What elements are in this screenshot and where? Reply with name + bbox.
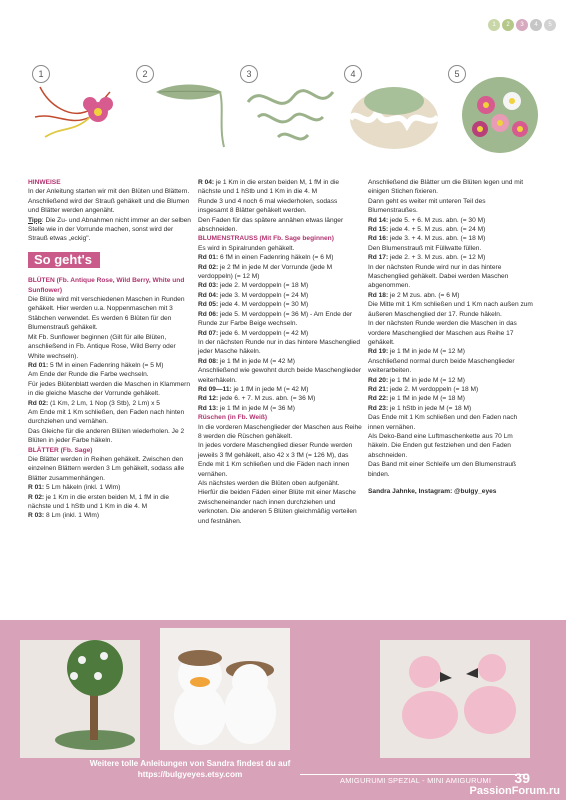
step-photos <box>30 57 550 167</box>
row-text: (1 Km, 2 Lm, 1 Nop (3 Stb), 2 Lm) x 5 <box>48 399 160 407</box>
row-text: je 2 fM in jede M der Vorrunde (jede M verdoppeln) (= 12 M) <box>198 263 333 281</box>
paragraph: Runde 3 und 4 noch 6 mal wiederholen, sodass insgesamt 8 Blätter gehäkelt werden. <box>198 197 338 215</box>
instruction-row <box>368 394 534 403</box>
row-label: Rd 06: <box>198 310 219 318</box>
instruction-row <box>198 253 364 262</box>
instruction-row <box>28 511 194 520</box>
instruction-row <box>368 376 534 385</box>
row-label: Rd 23: <box>368 404 389 412</box>
step-number: 3 <box>240 65 258 83</box>
step-photo-3 <box>238 57 342 167</box>
row-label: Rd 12: <box>198 395 219 403</box>
row-text: jede 4. M verdoppeln (= 30 M) <box>218 301 309 309</box>
row-label: Rd 18: <box>368 291 389 299</box>
step-number: 1 <box>32 65 50 83</box>
instruction-row <box>368 404 534 413</box>
paragraph: In der nächsten Runde nur in das hintere Maschenglied jeder Masche häkeln. <box>198 338 361 356</box>
row-text: je 1 hStb in jede M (= 18 M) <box>388 404 472 412</box>
paragraph: In der nächsten Runde wird nur in das hintere Maschenglied gehäkelt. Dabei werden Maschen abgenommen. <box>368 263 509 290</box>
row-text: 5 Lm häkeln (inkl. 1 Wlm) <box>44 484 121 492</box>
row-text: 5 fM in einen Fadenring häkeln (= 5 M) <box>48 361 164 369</box>
row-label: Rd 17: <box>368 254 389 262</box>
paragraph: Als nächstes werden die Blüten oben aufgenäht. <box>198 480 340 487</box>
instruction-row <box>198 291 364 300</box>
row-text: jede 2. M verdoppeln (= 18 M) <box>388 385 479 393</box>
step-photo-5 <box>446 57 550 167</box>
page-dot: 1 <box>488 19 500 31</box>
step-number: 4 <box>344 65 362 83</box>
instruction-row <box>368 225 534 234</box>
instruction-row <box>28 493 194 512</box>
page-indicator <box>488 19 556 31</box>
instruction-row <box>368 385 534 394</box>
footer-divider <box>300 774 526 775</box>
paragraph: Als Deko-Band eine Luftmaschenkette aus 70 Lm häkeln. Die Enden gut festziehen und den Faden abschneiden. <box>368 432 513 459</box>
tip-label: Tipp <box>28 216 42 224</box>
paragraph: Anschließend wie gewohnt durch beide Maschenglieder weiterhäkeln. <box>198 367 362 384</box>
bottom-banner <box>0 620 566 800</box>
paragraph: Den Blumenstrauß mit Füllwatte füllen. <box>368 244 482 252</box>
tip-paragraph <box>28 216 194 244</box>
instruction-row <box>198 263 364 282</box>
paragraph: Für jedes Blütenblatt werden die Maschen in Klammern in die gleiche Masche der Vorrunde gehäkelt. <box>28 380 190 398</box>
watermark: PassionForum.ru <box>469 785 560 797</box>
row-text: jede 3. + 4. M zus. abn. (= 18 M) <box>388 235 486 243</box>
row-label: Rd 01: <box>198 254 219 262</box>
instruction-row <box>28 483 194 492</box>
row-text: jede 3. M verdoppeln (= 24 M) <box>218 291 309 299</box>
row-text: jede 5. M verdoppeln (= 36 M) - Am Ende der Runde zur Farbe Beige wechseln. <box>198 310 353 328</box>
instruction-row <box>198 300 364 309</box>
section-banner: So geht's <box>28 252 100 268</box>
row-label: Rd 13: <box>198 404 219 412</box>
section-heading: HINWEISE <box>28 179 61 186</box>
paragraph: Anschließend die Blätter um die Blüten legen und mit einigen Stichen fixieren. <box>368 179 524 196</box>
section-heading: BLUMENSTRAUSS (Mit Fb. Sage beginnen) <box>198 235 334 243</box>
paragraph: Die Blätter werden in Reihen gehäkelt. Zwischen den einzelnen Blättern werden 3 Lm gehäkelt, sodass alle Blätter zusammenhängen. <box>28 455 185 482</box>
instruction-row <box>198 357 364 366</box>
paragraph: In jedes vordere Maschenglied dieser Runde werden jeweils 3 fM gehäkelt, also 42 x 3 fM (= 126 M), das Ende mit 1 Km schließen und die Fäden nach innen vernähen. <box>198 442 353 478</box>
row-label: R 02: <box>28 493 45 501</box>
page-dot: 2 <box>502 19 514 31</box>
paragraph: Am Ende mit 1 Km schließen, den Faden nach hinten durchziehen und vernähen. <box>28 408 185 426</box>
row-label: Rd 19: <box>368 348 389 356</box>
instruction-row <box>198 404 364 413</box>
instruction-row <box>198 310 364 329</box>
instruction-row <box>198 329 364 338</box>
paragraph: Das Gleiche für die anderen Blüten wiederholen. Je 2 Blüten in jeder Farbe häkeln. <box>28 427 185 445</box>
paragraph: Die Mitte mit 1 Km schließen und 1 Km nach außen zum äußeren Maschenglied der 17. Runde häkeln. <box>368 301 533 318</box>
instruction-row <box>368 347 534 356</box>
row-text: 6 fM in einen Fadenring häkeln (= 6 M) <box>218 254 334 262</box>
paragraph: Mit Fb. Sunflower beginnen (Gilt für alle Blüten, anschließend in Fb. Antique Rose, Wild Berry oder White wechseln). <box>28 333 176 360</box>
instruction-row <box>368 234 534 243</box>
row-text: je 1 Km in die ersten beiden M, 1 fM in die nächste und 1 hStb und 1 Km in die 4. M <box>28 493 170 510</box>
paragraph: Das Band mit einer Schleife um den Blumenstrauß binden. <box>368 461 517 478</box>
instruction-row <box>198 178 364 197</box>
paragraph: In der Anleitung starten wir mit den Blüten und Blättern. Anschließend wird der Strauß gehäkelt und die Blumen und Blätter werden angenäht. <box>28 188 190 215</box>
paragraph: Anschließend normal durch beide Maschenglieder weiterarbeiten. <box>368 357 515 375</box>
row-label: Rd 16: <box>368 235 389 243</box>
instruction-row <box>198 385 364 394</box>
row-label: Rd 04: <box>198 291 219 299</box>
row-label: Rd 02: <box>28 399 49 407</box>
row-label: R 04: <box>198 179 215 186</box>
row-text: 8 Lm (inkl. 1 Wlm) <box>44 512 100 520</box>
section-heading: BLÜTEN (Fb. Antique Rose, Wild Berry, White und Sunflower) <box>28 277 185 294</box>
paragraph: Am Ende der Runde die Farbe wechseln. <box>28 371 149 379</box>
step-photo-2 <box>134 57 238 167</box>
step-photo-1 <box>30 57 134 167</box>
paragraph: Die Blüte wird mit verschiedenen Maschen in Runden gehäkelt. Hier werden u.a. Noppenmaschen mit 3 Stäbchen verwendet. Es werden 6 Blüten für den Blumenstrauß gehäkelt. <box>28 296 185 332</box>
instruction-row <box>28 361 194 370</box>
instruction-row <box>28 399 194 408</box>
step-number: 2 <box>136 65 154 83</box>
instruction-row <box>368 216 534 225</box>
etsy-link[interactable]: https://bulgyeyes.etsy.com <box>137 770 243 779</box>
row-text: je 1 fM in jede M (= 42 M) <box>218 357 295 365</box>
paragraph: Den Faden für das spätere annähen etwas länger abschneiden. <box>198 216 344 234</box>
caption-line: Weitere tolle Anleitungen von Sandra findest du auf <box>89 759 291 768</box>
more-patterns-caption <box>40 758 340 780</box>
row-label: R 01: <box>28 484 45 492</box>
row-label: Rd 02: <box>198 263 219 271</box>
author-credit: Sandra Jahnke, Instagram: @bulgy_eyes <box>368 488 497 495</box>
row-text: jede 2. + 3. M zus. abn. (= 12 M) <box>388 254 486 262</box>
row-text: je 1 fM in jede M (= 12 M) <box>388 376 465 384</box>
instruction-row <box>368 253 534 262</box>
row-label: R 03: <box>28 512 45 520</box>
row-text: je 1 fM in jede M (= 42 M) <box>231 385 309 393</box>
paragraph: Das Ende mit 1 Km schließen und den Faden nach innen vernähen. <box>368 414 518 431</box>
row-label: Rd 05: <box>198 301 219 309</box>
column-middle <box>198 178 364 526</box>
page-number: 39 <box>514 770 530 786</box>
row-text: je 1 fM in jede M (= 18 M) <box>388 395 465 403</box>
row-label: Rd 03: <box>198 282 219 290</box>
row-text: je 1 Km in die ersten beiden M, 1 fM in die nächste und 1 hStb und 1 Km in die 4. M <box>198 179 340 196</box>
row-label: Rd 15: <box>368 226 389 234</box>
column-left <box>28 178 194 521</box>
row-text: je 2 M zus. abn. (= 6 M) <box>388 291 460 299</box>
section-heading: BLÄTTER (Fb. Sage) <box>28 446 93 454</box>
row-text: jede 2. M verdoppeln (= 18 M) <box>218 282 309 290</box>
row-label: Rd 09—11: <box>198 385 232 393</box>
page-dot: 3 <box>516 19 528 31</box>
page-dot: 5 <box>544 19 556 31</box>
row-text: je 1 fM in jede M (= 12 M) <box>388 348 465 356</box>
tip-text: : Die Zu- und Abnahmen nicht immer an der selben Stelle wie in der Vorrunde machen, sonst wird der Strauß etwas „eckig". <box>28 216 191 243</box>
step-number: 5 <box>448 65 466 83</box>
row-label: Rd 14: <box>368 216 389 224</box>
magazine-title: AMIGURUMI SPEZIAL - MINI AMIGURUMI <box>340 776 492 785</box>
row-label: Rd 20: <box>368 376 389 384</box>
row-label: Rd 21: <box>368 385 389 393</box>
paragraph: Es wird in Spiralrunden gehäkelt. <box>198 244 295 252</box>
instruction-row <box>368 291 534 300</box>
instruction-row <box>198 394 364 403</box>
paragraph: Hierfür die beiden Fäden einer Blüte mit einer Masche zwischeneinander nach innen durchziehen und verknoten. Die anderen 5 Blüten gleichmäßig verteilen und festnähen. <box>198 489 357 525</box>
paragraph: In die vorderen Maschenglieder der Maschen aus Reihe 8 werden die Rüschen gehäkelt. <box>198 423 362 440</box>
page-dot: 4 <box>530 19 542 31</box>
instruction-row <box>198 281 364 290</box>
row-text: jede 4. + 5. M zus. abn. (= 24 M) <box>388 226 486 234</box>
section-heading: Rüschen (in Fb. Weiß) <box>198 414 268 422</box>
paragraph: Dann geht es weiter mit unteren Teil des Blumenstraußes. <box>368 197 486 215</box>
column-right <box>368 178 534 496</box>
row-label: Rd 22: <box>368 395 389 403</box>
row-label: Rd 01: <box>28 361 49 369</box>
product-photos <box>0 620 566 760</box>
row-label: Rd 07: <box>198 329 219 337</box>
row-text: je 1 fM in jede M (= 36 M) <box>218 404 295 412</box>
paragraph: In der nächsten Runde werden die Maschen in das vordere Maschenglied der Maschen aus Reihe 17 gehäkelt. <box>368 320 517 346</box>
row-text: jede 6. + 7. M zus. abn. (= 36 M) <box>218 395 316 403</box>
row-text: jede 6. M verdoppeln (= 42 M) <box>218 329 309 337</box>
row-label: Rd 08: <box>198 357 219 365</box>
row-text: jede 5. + 6. M zus. abn. (= 30 M) <box>388 216 486 224</box>
step-photo-4 <box>342 57 446 167</box>
